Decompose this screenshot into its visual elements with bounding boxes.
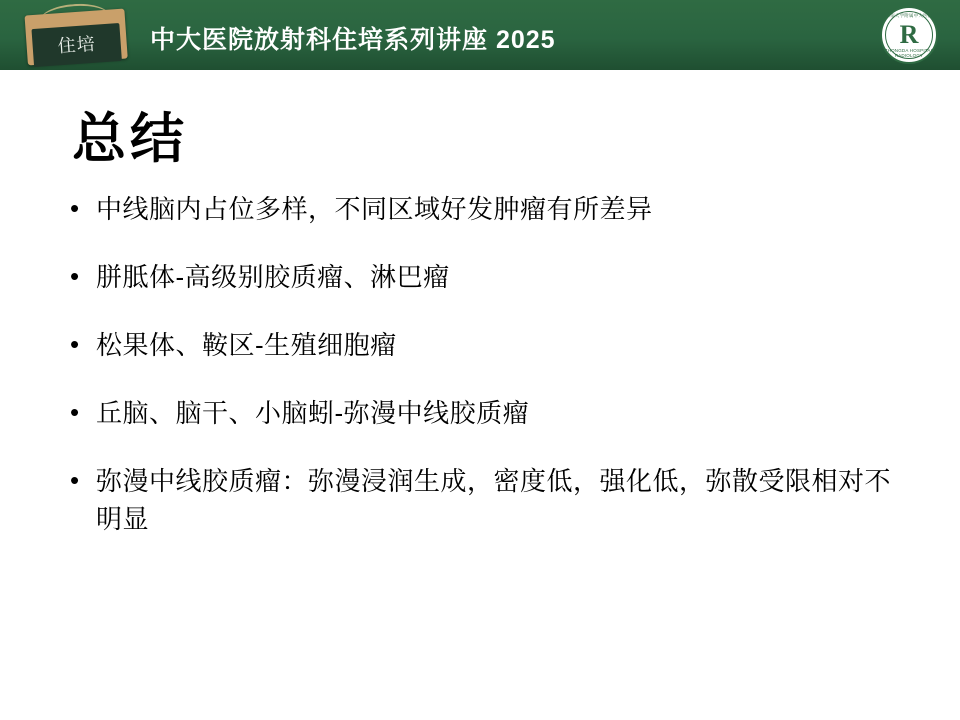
list-item — [70, 394, 900, 432]
list-item-text: 弥漫中线胶质瘤：弥漫浸润生成，密度低，强化低，弥散受限相对不明显 — [96, 466, 892, 534]
bullet-list — [70, 190, 900, 568]
plaque-frame — [25, 9, 128, 66]
bullet-marker-icon: • — [70, 193, 80, 223]
list-item-text: 中线脑内占位多样，不同区域好发肿瘤有所差异 — [96, 194, 653, 224]
logo-bottom-text: ZHONGDA HOSPITAL RADIOLOGY — [884, 48, 934, 58]
list-item — [70, 462, 900, 538]
header-title: 中大医院放射科住培系列讲座 2025 — [150, 26, 556, 54]
hospital-logo-icon — [880, 6, 938, 64]
plaque-label: 住培 — [57, 33, 97, 57]
bullet-marker-icon: • — [70, 329, 80, 359]
logo-top-text: 东南大学附属中大医院 — [885, 13, 933, 18]
list-item — [70, 190, 900, 228]
list-item-text: 松果体、鞍区-生殖细胞瘤 — [96, 330, 397, 360]
plaque-board — [31, 23, 121, 67]
bullet-marker-icon: • — [70, 465, 80, 495]
logo-monogram: R — [899, 20, 919, 49]
list-item-text: 丘脑、脑干、小脑蚓-弥漫中线胶质瘤 — [96, 398, 530, 428]
chalkboard-plaque — [24, 1, 128, 70]
list-item — [70, 258, 900, 296]
bullet-marker-icon: • — [70, 397, 80, 427]
list-item — [70, 326, 900, 364]
page-title: 总结 — [72, 109, 188, 169]
list-item-text: 胼胝体-高级别胶质瘤、淋巴瘤 — [96, 262, 450, 292]
bullet-marker-icon: • — [70, 261, 80, 291]
